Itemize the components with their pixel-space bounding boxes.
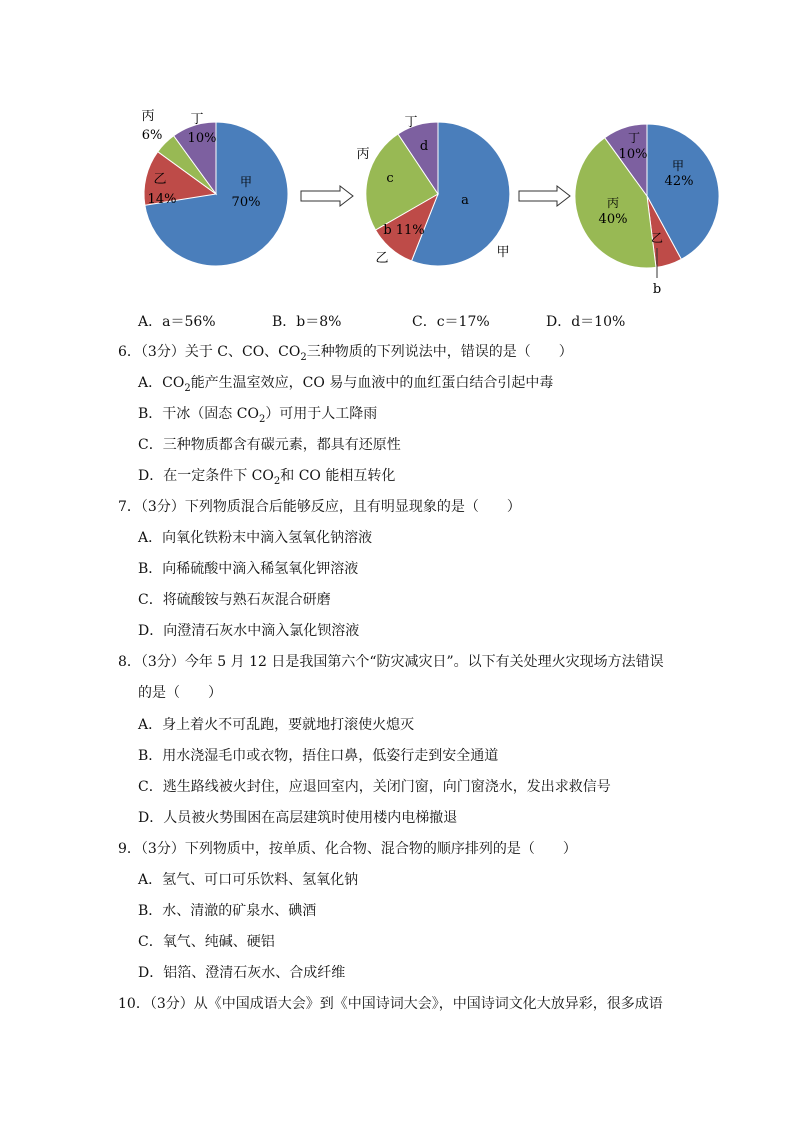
q8-option-a: A．身上着火不可乱跑，要就地打滚使火熄灭 bbox=[138, 717, 415, 733]
pie2-label-bing-value: c bbox=[386, 171, 394, 186]
pie-chart-1 bbox=[141, 109, 288, 266]
q9-option-a: A．氢气、可口可乐饮料、氢氧化钠 bbox=[138, 872, 359, 888]
q9-option-c: C．氧气、纯碱、硬铝 bbox=[138, 934, 275, 950]
q8-option-c: C．逃生路线被火封住，应退回室内，关闭门窗，向门窗浇水，发出求救信号 bbox=[138, 779, 611, 795]
q9-stem: 9．（3分）下列物质中，按单质、化合物、混合物的顺序排列的是（ ） bbox=[118, 841, 577, 857]
q8-stem-line-1: 8．（3分）今年 5 月 12 日是我国第六个“防灾减灾日”。以下有关处理火灾现场方法错误 bbox=[118, 654, 664, 670]
q8-option-b: B．用水浇湿毛巾或衣物，捂住口鼻，低姿行走到安全通道 bbox=[138, 748, 499, 764]
q5-option-d: D．d＝10% bbox=[546, 314, 626, 330]
pie1-label-ding-value: 10% bbox=[187, 131, 217, 146]
pie3-label-jia-name: 甲 bbox=[671, 159, 685, 173]
q5-option-b: B．b＝8% bbox=[272, 314, 342, 330]
pie3-label-ding-name: 丁 bbox=[627, 131, 641, 145]
pie-charts-figure bbox=[0, 0, 794, 310]
arrow-1-icon bbox=[301, 186, 353, 206]
pie-chart-3 bbox=[575, 124, 719, 297]
q6-option-d: D．在一定条件下 $CO_2$和 CO 能相互转化 bbox=[138, 468, 396, 487]
q6-option-c: C．三种物质都含有碳元素，都具有还原性 bbox=[138, 437, 401, 453]
q8-option-d: D．人员被火势围困在高层建筑时使用楼内电梯撤退 bbox=[138, 810, 458, 826]
pie2-label-ding-value: d bbox=[419, 139, 429, 154]
q6-option-a: A．$CO_2$能产生温室效应，CO 易与血液中的血红蛋白结合引起中毒 bbox=[138, 375, 554, 394]
q9-option-d: D．铝箔、澄清石灰水、合成纤维 bbox=[138, 965, 346, 981]
pie2-label-yi-name: 乙 bbox=[375, 251, 389, 266]
pie1-label-bing-value: 6% bbox=[141, 128, 163, 143]
q5-option-a: A．a＝56% bbox=[138, 314, 216, 330]
pie2-label-bing-name: 丙 bbox=[356, 147, 370, 162]
pie1-label-jia-value: 70% bbox=[231, 195, 261, 210]
q7-option-a: A．向氧化铁粉末中滴入氢氧化钠溶液 bbox=[138, 530, 373, 546]
pie1-label-ding-name: 丁 bbox=[190, 112, 204, 127]
pie1-label-bing-name: 丙 bbox=[141, 109, 155, 124]
pie-chart-2 bbox=[356, 115, 509, 266]
pie3-label-ding-value: 10% bbox=[618, 147, 648, 162]
pie1-label-jia-name: 甲 bbox=[239, 175, 253, 189]
q7-option-d: D．向澄清石灰水中滴入氯化钡溶液 bbox=[138, 623, 360, 639]
q9-option-b: B．水、清澈的矿泉水、碘酒 bbox=[138, 903, 317, 919]
pie3-label-bing-value: 40% bbox=[598, 212, 628, 227]
pie3-label-yi-value: b bbox=[652, 282, 662, 297]
pie3-label-yi-name: 乙 bbox=[650, 231, 664, 245]
q8-stem-line-2: 的是（ ） bbox=[138, 685, 222, 701]
q7-option-b: B．向稀硫酸中滴入稀氢氧化钾溶液 bbox=[138, 561, 359, 577]
q6-stem: 6．（3分）关于 C、CO、$CO_2$三种物质的下列说法中，错误的是（ ） bbox=[118, 344, 573, 363]
q10-stem: 10．（3分）从《中国成语大会》到《中国诗词大会》，中国诗词文化大放异彩，很多成语 bbox=[118, 996, 663, 1012]
pie2-label-jia-value: a bbox=[461, 193, 469, 208]
q7-option-c: C．将硫酸铵与熟石灰混合研磨 bbox=[138, 592, 331, 608]
pie1-label-yi-name: 乙 bbox=[153, 172, 167, 187]
pie3-label-bing-name: 丙 bbox=[606, 196, 620, 210]
arrow-2-icon bbox=[519, 186, 570, 206]
pie2-label-ding-name: 丁 bbox=[404, 115, 418, 130]
pie1-label-yi-value: 14% bbox=[147, 192, 177, 207]
pie2-label-yi-value: b 11% bbox=[383, 223, 425, 238]
pie2-label-jia-name: 甲 bbox=[496, 245, 510, 260]
q6-option-b: B．干冰（固态 $CO_2$）可用于人工降雨 bbox=[138, 406, 378, 425]
q5-option-c: C．c＝17% bbox=[412, 314, 490, 330]
pie3-label-jia-value: 42% bbox=[664, 174, 694, 189]
q7-stem: 7．（3分）下列物质混合后能够反应，且有明显现象的是（ ） bbox=[118, 499, 521, 515]
